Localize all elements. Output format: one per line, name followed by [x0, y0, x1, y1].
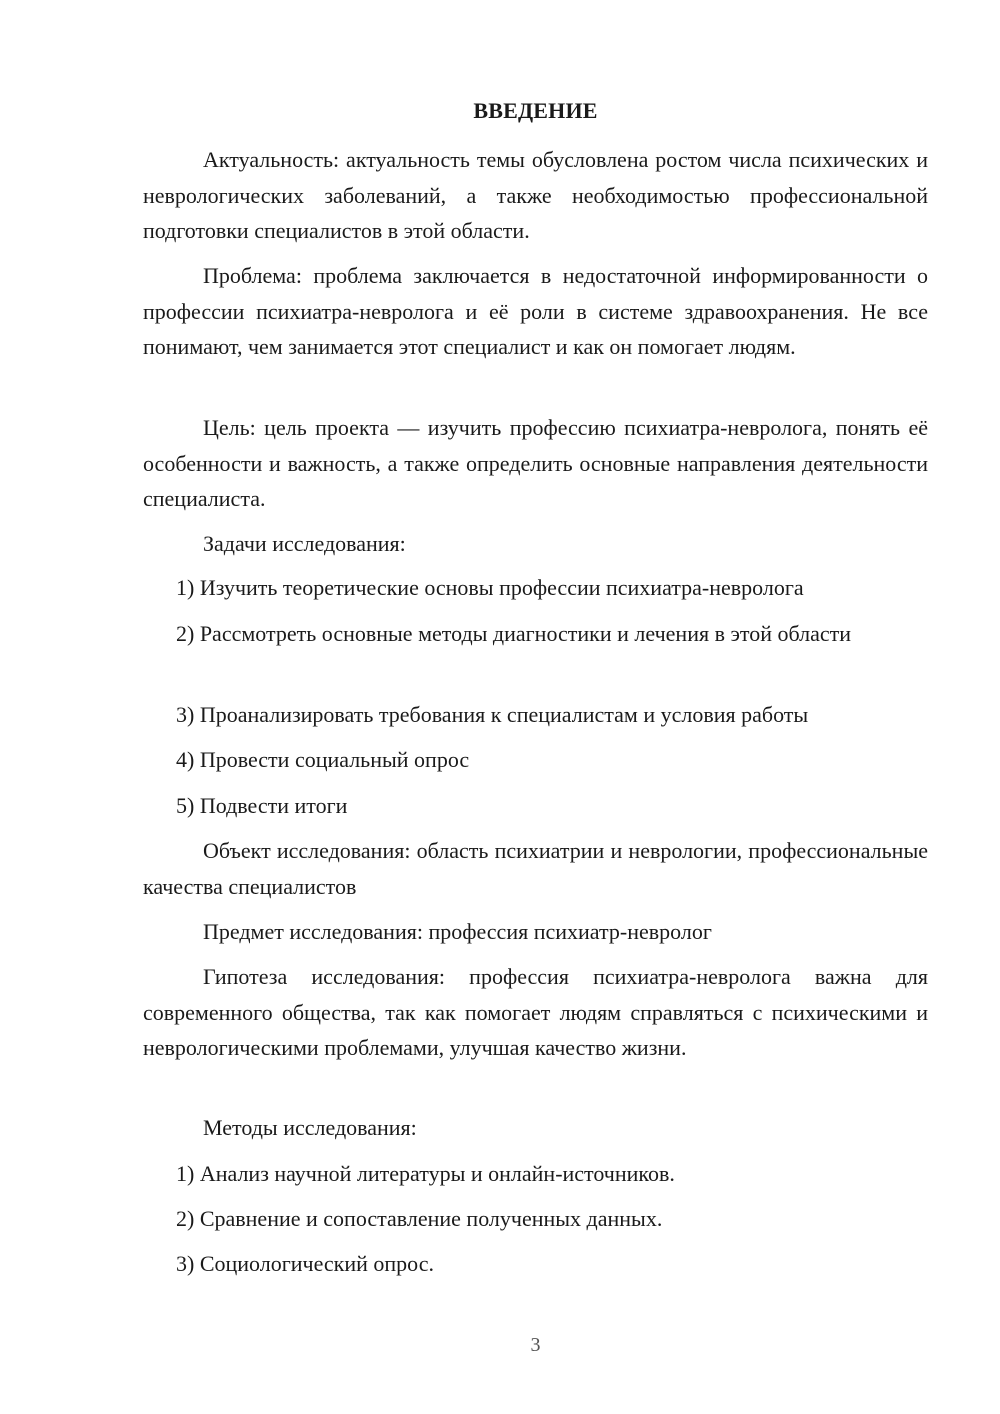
method-item-2: 2) Сравнение и сопоставление полученных данных.	[176, 1206, 663, 1231]
page-heading: ВВЕДЕНИЕ	[473, 98, 598, 123]
task-item-1: 1) Изучить теоретические основы профессии психиатра-невролога	[176, 575, 804, 600]
page-number: 3	[530, 1334, 541, 1356]
task-item-3: 3) Проанализировать требования к специалистам и условия работы	[176, 702, 809, 727]
task-item-4: 4) Провести социальный опрос	[176, 747, 470, 772]
subject-paragraph: Предмет исследования: профессия психиатр-невролог	[203, 919, 712, 944]
hypothesis-paragraph: Гипотеза исследования: профессия психиатра-невролога важна для современного общества, так как помогает людям справляться с психическими и неврологическими проблемами, улучшая качество жизни.	[143, 964, 928, 1060]
method-item-1: 1) Анализ научной литературы и онлайн-источников.	[176, 1161, 675, 1186]
goal-paragraph: Цель: цель проекта — изучить профессию психиатра-невролога, понять её особенности и важность, а также определить основные направления деятельности специалиста.	[143, 415, 928, 511]
object-paragraph: Объект исследования: область психиатрии и неврологии, профессиональные качества специалистов	[143, 838, 928, 899]
problem-paragraph: Проблема: проблема заключается в недостаточной информированности о профессии психиатра-невролога и её роли в системе здравоохранения. Не все понимают, чем занимается этот специалист и как он помогает людям.	[143, 263, 928, 359]
method-item-3: 3) Социологический опрос.	[176, 1251, 434, 1276]
tasks-title: Задачи исследования:	[203, 531, 406, 556]
document-page	[143, 0, 928, 1414]
task-item-5: 5) Подвести итоги	[176, 793, 348, 818]
relevance-paragraph: Актуальность: актуальность темы обусловлена ростом числа психических и неврологических заболеваний, а также необходимостью профессиональной подготовки специалистов в этой области.	[143, 147, 928, 243]
methods-title: Методы исследования:	[203, 1115, 417, 1140]
task-item-2: 2) Рассмотреть основные методы диагностики и лечения в этой области	[176, 621, 852, 646]
